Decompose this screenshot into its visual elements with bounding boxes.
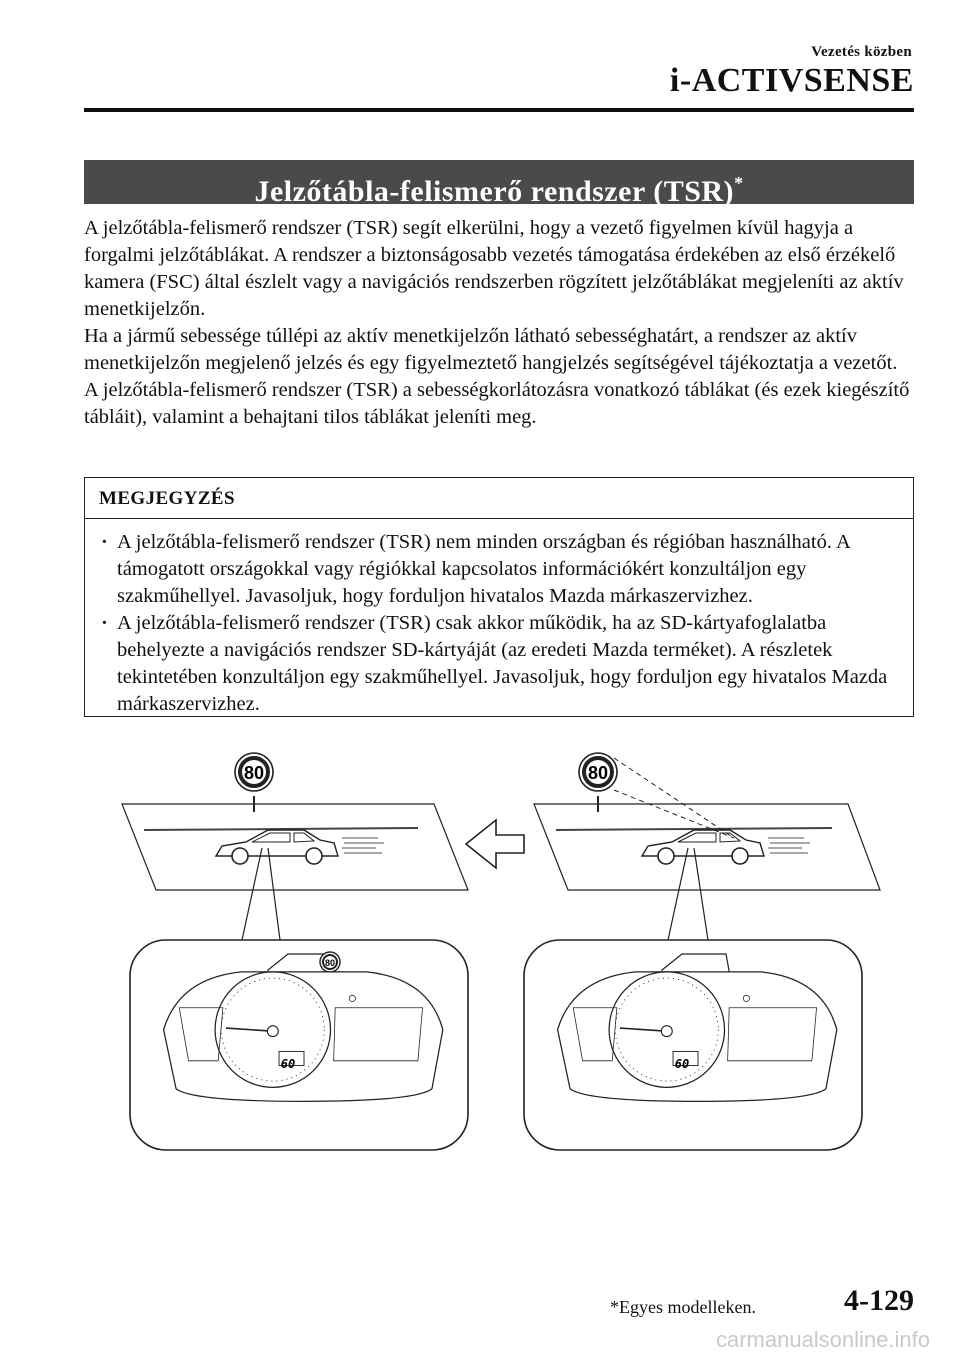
note-item: · A jelzőtábla-felismerő rendszer (TSR) nem minden országban és régióban használható. A támogatott országokkal vagy régiókkal kapcsolatos információkért konzultáljon egy szakműhellyel. Javasoljuk, hogy forduljon hivatalos Mazda márkaszervizhez. xyxy=(99,529,903,610)
speed-readout-right: 60 xyxy=(674,1057,690,1071)
note-item: · A jelzőtábla-felismerő rendszer (TSR) csak akkor működik, ha az SD-kártyafoglalatba behelyezte a navigációs rendszer SD-kártyáját (az eredeti Mazda terméket). A részletek tekintetében konzultáljon egy szakműhellyel. Javasoljuk, hogy forduljon egy hivatalos Mazda márkaszervizhez. xyxy=(99,610,903,718)
page-title-text: Jelzőtábla-felismerő rendszer (TSR) xyxy=(254,175,735,208)
watermark: carmanualsonline.info xyxy=(715,1327,930,1352)
instrument-cluster-right xyxy=(558,972,837,1101)
header-divider xyxy=(84,108,914,112)
note-heading: MEGJEGYZÉS xyxy=(85,478,913,519)
note-box xyxy=(84,477,914,717)
speed-sign-left-value: 80 xyxy=(243,763,265,783)
note-list xyxy=(85,519,913,718)
display-sign-value: 80 xyxy=(324,958,336,968)
body-paragraph: Ha a jármű sebessége túllépi az aktív menetkijelzőn látható sebességhatárt, a rendszer az aktív menetkijelzőn megjelenő jelzés és egy figyelmeztető hangjelzés segítségével tájékoztatja a vezetőt. xyxy=(84,325,898,374)
page-number: 4-129 xyxy=(844,1284,914,1317)
instrument-cluster-left xyxy=(164,972,443,1101)
speed-readout-left: 60 xyxy=(280,1057,296,1071)
tsr-illustration xyxy=(84,740,914,1160)
speed-sign-right-value: 80 xyxy=(587,763,609,783)
arrow-left-icon xyxy=(466,820,524,868)
footnote: *Egyes modelleken. xyxy=(610,1297,756,1317)
body-paragraph: A jelzőtábla-felismerő rendszer (TSR) a sebességkorlátozásra vonatkozó táblákat (és ezek kiegészítő tábláit), valamint a behajtani tilos táblákat jeleníti meg. xyxy=(84,379,910,428)
title-asterisk: * xyxy=(734,173,744,193)
section-header: i-ACTIVSENSE xyxy=(669,62,914,99)
page-title xyxy=(84,160,914,208)
chapter-header: Vezetés közben xyxy=(811,44,912,60)
body-text xyxy=(84,215,920,431)
body-paragraph: A jelzőtábla-felismerő rendszer (TSR) segít elkerülni, hogy a vezető figyelmen kívül hagyja a forgalmi jelzőtáblákat. A rendszer a biztonságosabb vezetés támogatása érdekében az első érzékelő kamera (FSC) által észlelt vagy a navigációs rendszerben rögzített jelzőtáblákat megjeleníti az aktív menetkijelzőn. xyxy=(84,217,904,320)
